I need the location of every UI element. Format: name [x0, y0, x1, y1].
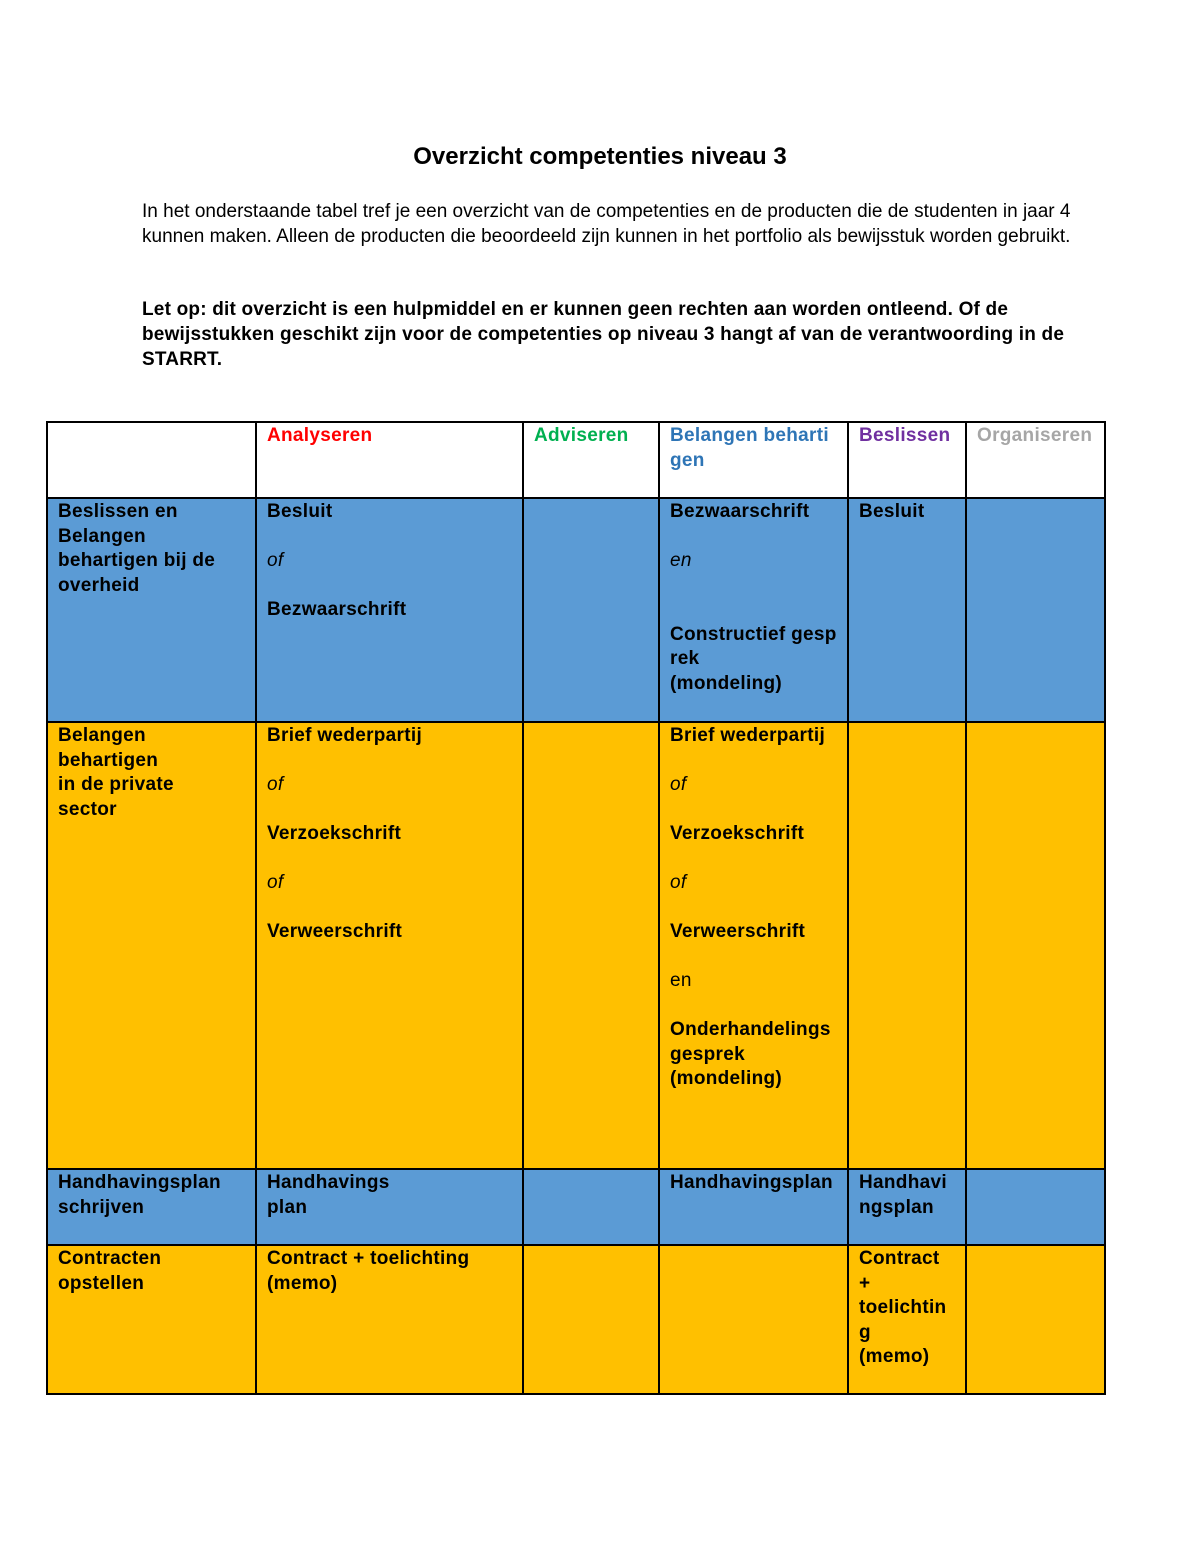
product-name: Handhavingsplan: [859, 1172, 947, 1218]
cell-belangen-behartigen: [659, 722, 848, 1169]
product-name: (memo): [859, 1346, 930, 1367]
row-label-line: Belangen: [58, 525, 146, 547]
row-label-line: sector: [58, 798, 117, 820]
product-name: Contract + toelichting: [267, 1248, 470, 1269]
product-name: Verzoekschrift: [670, 823, 805, 844]
cell-adviseren: [523, 498, 659, 722]
row-label: [47, 1169, 256, 1245]
cell-organiseren: [966, 1245, 1105, 1394]
page-title: Overzicht competenties niveau 3: [413, 143, 787, 170]
intro-paragraph: In het onderstaande tabel tref je een overzicht van de competenties en de producten die de studenten in jaar 4 kunnen maken. Alleen de producten die beoordeeld zijn kunnen in het portfolio als bewijsstuk worden gebruikt.: [142, 201, 1071, 247]
product-name: Bezwaarschrift: [267, 599, 407, 620]
row-label-line: schrijven: [58, 1196, 145, 1218]
product-name: Constructief gesprek: [670, 623, 837, 669]
conjunction: of: [267, 774, 284, 795]
table-row: [47, 498, 1105, 722]
row-label-line: overheid: [58, 574, 140, 596]
cell-organiseren: [966, 1169, 1105, 1245]
product-name: Contract: [859, 1248, 940, 1269]
cell-belangen-behartigen: [659, 498, 848, 722]
product-name: toelichting: [859, 1297, 947, 1343]
row-label: [47, 498, 256, 722]
product-name: Besluit: [859, 501, 925, 522]
conjunction: of: [670, 872, 687, 893]
conjunction: en: [670, 970, 692, 991]
cell-beslissen: [848, 1169, 966, 1245]
conjunction: en: [670, 550, 692, 571]
table-row: [47, 1169, 1105, 1245]
product-name: (mondeling): [670, 1068, 783, 1089]
cell-belangen-behartigen: [659, 1245, 848, 1394]
row-label-line: behartigen bij de: [58, 550, 216, 571]
cell-beslissen: [848, 1245, 966, 1394]
product-name: gesprek: [670, 1043, 745, 1065]
cell-beslissen: [848, 498, 966, 722]
product-name: +: [859, 1272, 871, 1294]
product-name: Verweerschrift: [267, 921, 403, 942]
cell-beslissen: [848, 722, 966, 1169]
product-name: Handhavingsplan: [670, 1172, 833, 1193]
product-name: (mondeling): [670, 672, 783, 694]
conjunction: of: [267, 550, 284, 571]
cell-organiseren: [966, 498, 1105, 722]
header-adviseren: Adviseren: [523, 422, 659, 498]
row-label-line: behartigen: [58, 749, 159, 771]
cell-belangen-behartigen: [659, 1169, 848, 1245]
product-name: Besluit: [267, 501, 333, 522]
row-label-line: Contracten: [58, 1248, 162, 1269]
table-header-row: [47, 422, 1105, 498]
header-belangen-behartigen: Belangen behartigen: [659, 422, 848, 498]
table-row: [47, 722, 1105, 1169]
cell-organiseren: [966, 722, 1105, 1169]
cell-adviseren: [523, 1245, 659, 1394]
cell-analyseren: [256, 1169, 523, 1245]
row-label-line: in de private: [58, 774, 174, 795]
product-name: Verweerschrift: [670, 921, 806, 942]
header-corner: [47, 422, 256, 498]
product-name: Verzoekschrift: [267, 823, 402, 844]
row-label-line: Belangen: [58, 725, 146, 746]
header-organiseren: Organiseren: [966, 422, 1105, 498]
row-label: [47, 1245, 256, 1394]
row-label-line: opstellen: [58, 1272, 145, 1294]
table-row: [47, 1245, 1105, 1394]
conjunction: of: [267, 872, 284, 893]
row-label-line: Handhavingsplan: [58, 1172, 221, 1193]
cell-adviseren: [523, 1169, 659, 1245]
warning-paragraph: Let op: dit overzicht is een hulpmiddel en er kunnen geen rechten aan worden ontleend. Of de bewijsstukken geschikt zijn voor de competenties op niveau 3 hangt af van de verantwoording in de STARRT.: [142, 299, 1065, 370]
cell-adviseren: [523, 722, 659, 1169]
row-label: [47, 722, 256, 1169]
product-name: Onderhandelings: [670, 1019, 831, 1040]
product-name: Brief wederpartij: [670, 725, 826, 746]
product-name: Bezwaarschrift: [670, 501, 810, 522]
cell-analyseren: [256, 498, 523, 722]
product-name: plan: [267, 1196, 308, 1218]
competency-table: [46, 421, 1106, 1395]
row-label-line: Beslissen en: [58, 501, 178, 522]
product-name: (memo): [267, 1272, 338, 1294]
cell-analyseren: [256, 722, 523, 1169]
cell-analyseren: [256, 1245, 523, 1394]
product-name: Brief wederpartij: [267, 725, 423, 746]
conjunction: of: [670, 774, 687, 795]
header-analyseren: Analyseren: [256, 422, 523, 498]
header-beslissen: Beslissen: [848, 422, 966, 498]
product-name: Handhavings: [267, 1172, 390, 1193]
